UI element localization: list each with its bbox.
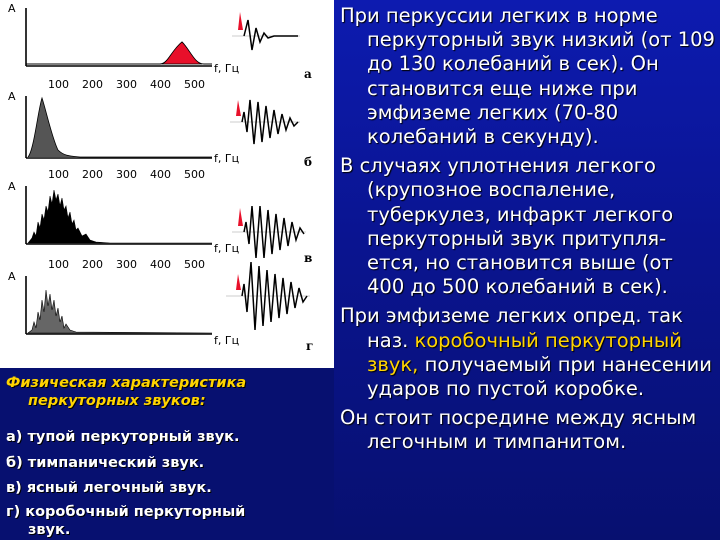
svg-text:400: 400 [150, 78, 171, 91]
panel-letter-d: г [306, 339, 314, 353]
y-axis-label: А [8, 2, 16, 15]
y-axis-label: А [8, 270, 16, 283]
panel-letter-c: в [304, 251, 313, 265]
y-axis-label: А [8, 180, 16, 193]
x-tick-labels [48, 78, 205, 91]
x-axis-label: f, Гц [214, 334, 240, 347]
paragraph-emphysema [340, 304, 716, 401]
x-tick-labels [48, 258, 205, 271]
spectrum-panel-b [8, 90, 312, 181]
paragraph-text: получаемый при нанесении ударов по пустой коробке. [367, 352, 712, 401]
svg-text:400: 400 [150, 168, 171, 181]
svg-text:200: 200 [82, 168, 103, 181]
spectrum-panel-c [8, 180, 312, 271]
x-axis-label: f, Гц [214, 242, 240, 255]
caption-item-b: б) тимпанический звук. [6, 455, 205, 471]
paragraph-comparison: Он стоит посредине между ясным легочным и тимпанитом. [340, 406, 697, 454]
svg-text:500: 500 [184, 258, 205, 271]
svg-text:200: 200 [82, 258, 103, 271]
svg-text:100: 100 [48, 258, 69, 271]
panel-letter-a: а [304, 67, 312, 81]
spectrum-panel-a [8, 2, 312, 91]
svg-text:100: 100 [48, 78, 69, 91]
x-axis-label: f, Гц [214, 62, 240, 75]
caption-item-d [6, 503, 328, 539]
caption-item-c: в) ясный легочный звук. [6, 480, 212, 496]
y-axis-label: А [8, 90, 16, 103]
spectrum-panel-d [8, 262, 313, 353]
svg-text:100: 100 [48, 168, 69, 181]
x-tick-labels [48, 168, 205, 181]
svg-text:300: 300 [116, 168, 137, 181]
body-text [340, 4, 716, 460]
svg-text:300: 300 [116, 258, 137, 271]
caption-item-line: звук. [28, 522, 71, 538]
x-axis-label: f, Гц [214, 152, 240, 165]
paragraph-normal-sound: При перкуссии легких в норме перкуторный звук низкий (от 109 до 130 колебаний в сек). Он становится еще ниже при эмфиземе легких (70-80 колебаний в секунду). [340, 4, 715, 149]
caption-item-a: а) тупой перкуторный звук. [6, 429, 240, 445]
svg-text:400: 400 [150, 258, 171, 271]
paragraph-consolidation: В случаях уплотнения легкого (крупозное воспаление, туберкулез, инфаркт легкого перкуторный звук притупля-ется, но становится выше (от 400 до 500 колебаний в сек). [340, 154, 674, 299]
caption-title-line: перкуторных звуков: [28, 393, 206, 409]
caption-title [6, 374, 326, 410]
caption-item-line: г) коробочный перкуторный [6, 504, 246, 520]
highlight-term: коробочный перкуторный звук, [367, 328, 682, 376]
spectra-figure [0, 0, 334, 368]
svg-text:300: 300 [116, 78, 137, 91]
svg-text:200: 200 [82, 78, 103, 91]
caption-title-line: Физическая характеристика [6, 375, 247, 391]
figure-caption [0, 368, 334, 540]
panel-letter-b: б [304, 155, 313, 169]
paragraph-text: При эмфиземе легких опред. так наз. [340, 304, 683, 352]
svg-text:500: 500 [184, 168, 205, 181]
svg-text:500: 500 [184, 78, 205, 91]
